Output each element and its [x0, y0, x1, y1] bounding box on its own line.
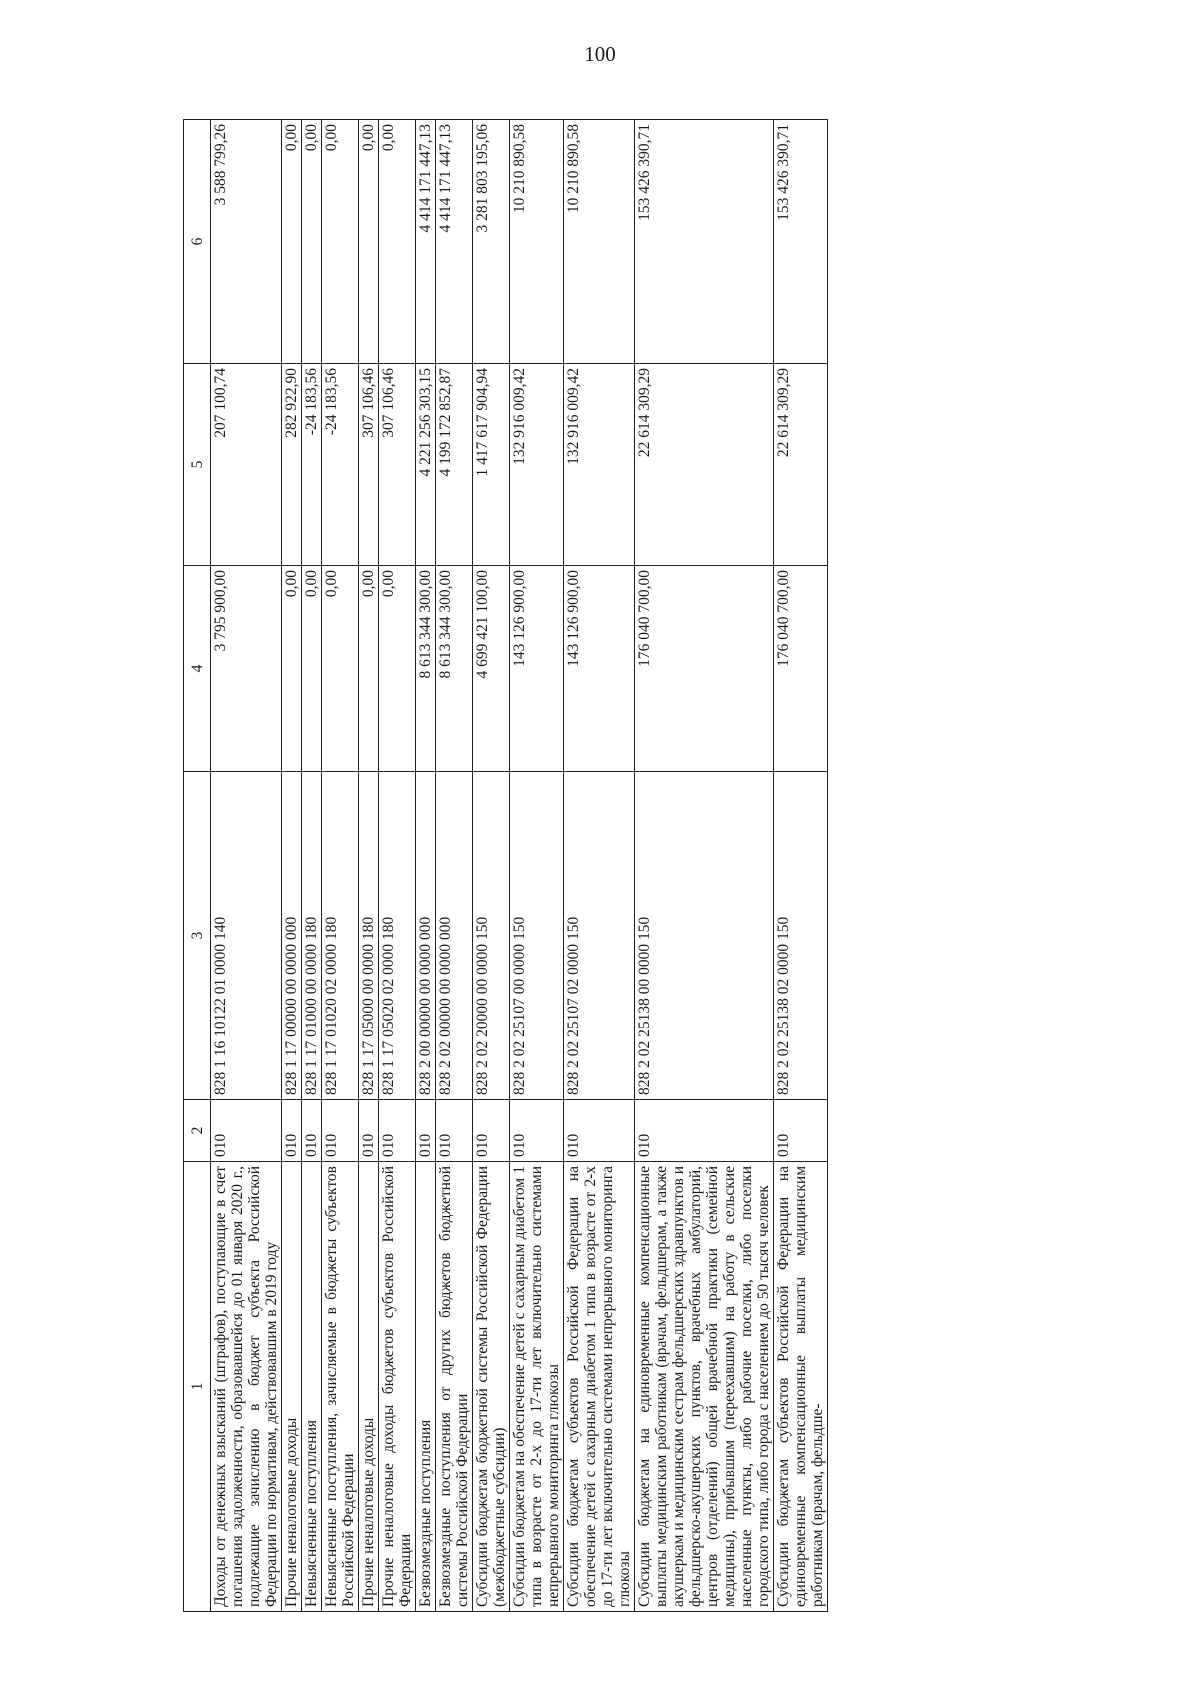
table-row	[564, 120, 635, 1612]
row-line-code-cell: 010	[416, 1100, 436, 1162]
row-unexecuted-cell: 0,00	[322, 120, 359, 364]
row-line-code-cell: 010	[282, 1100, 302, 1162]
row-executed-cell: 307 106,46	[379, 364, 416, 566]
row-name-cell: Субсидии бюджетам на обеспечение детей с сахарным диабетом 1 типа в возрасте от 2-х до 17-ти лет включительно системами непрерывного мониторинга глюкозы	[510, 1162, 564, 1612]
rotated-table-container	[183, 120, 1151, 1612]
table-row	[774, 120, 828, 1612]
row-executed-cell: 132 916 009,42	[564, 364, 635, 566]
row-name-cell: Субсидии бюджетам на единовременные компенсационные выплаты медицинским работникам (врачам, фельдшерам, а также акушеркам и медицинским сестрам фельдшерских здравпунктов и фельдшерско-акушерских пунктов, врачебных амбулаторий, центров (отделений) общей врачебной практики (семейной медицины), прибывшим (переехавшим) на работу в сельские населенные пункты, либо рабочие поселки, либо поселки городского типа, либо города с населением до 50 тысяч человек	[635, 1162, 774, 1612]
row-name-cell: Невыясненные поступления	[302, 1162, 322, 1612]
row-approved-cell: 8 613 344 300,00	[436, 566, 473, 772]
row-approved-cell: 143 126 900,00	[564, 566, 635, 772]
row-executed-cell: 207 100,74	[211, 364, 282, 566]
table-row	[282, 120, 302, 1612]
table-body	[211, 120, 828, 1612]
row-kbk-cell: 828 2 02 00000 00 0000 000	[436, 772, 473, 1100]
header-col-5: 5	[184, 364, 211, 566]
row-line-code-cell: 010	[473, 1100, 510, 1162]
row-approved-cell: 0,00	[359, 566, 379, 772]
row-name-cell: Прочие неналоговые доходы бюджетов субъектов Российской Федерации	[379, 1162, 416, 1612]
row-approved-cell: 0,00	[379, 566, 416, 772]
table-row	[322, 120, 359, 1612]
table-row	[436, 120, 473, 1612]
row-kbk-cell: 828 2 02 25138 00 0000 150	[635, 772, 774, 1100]
row-unexecuted-cell: 0,00	[302, 120, 322, 364]
row-approved-cell: 0,00	[302, 566, 322, 772]
row-unexecuted-cell: 153 426 390,71	[635, 120, 774, 364]
table-row	[416, 120, 436, 1612]
row-unexecuted-cell: 3 588 799,26	[211, 120, 282, 364]
row-executed-cell: 22 614 309,29	[774, 364, 828, 566]
page-number: 100	[584, 42, 616, 66]
row-name-cell: Субсидии бюджетам бюджетной системы Российской Федерации (межбюджетные субсидии)	[473, 1162, 510, 1612]
revenue-table	[183, 119, 828, 1612]
row-kbk-cell: 828 2 02 25107 00 0000 150	[510, 772, 564, 1100]
row-kbk-cell: 828 2 02 25107 02 0000 150	[564, 772, 635, 1100]
row-line-code-cell: 010	[564, 1100, 635, 1162]
row-name-cell: Прочие неналоговые доходы	[359, 1162, 379, 1612]
table-row	[635, 120, 774, 1612]
row-unexecuted-cell: 153 426 390,71	[774, 120, 828, 364]
row-name-cell: Безвозмездные поступления	[416, 1162, 436, 1612]
row-name-cell: Прочие неналоговые доходы	[282, 1162, 302, 1612]
row-line-code-cell: 010	[510, 1100, 564, 1162]
row-executed-cell: 4 199 172 852,87	[436, 364, 473, 566]
header-col-3: 3	[184, 772, 211, 1100]
row-approved-cell: 3 795 900,00	[211, 566, 282, 772]
row-executed-cell: -24 183,56	[302, 364, 322, 566]
table-row	[473, 120, 510, 1612]
row-unexecuted-cell: 0,00	[359, 120, 379, 364]
row-name-cell: Субсидии бюджетам субъектов Российской Федерации на единовременные компенсационные выплаты медицинским работникам (врачам, фельдше-	[774, 1162, 828, 1612]
row-unexecuted-cell: 0,00	[282, 120, 302, 364]
row-executed-cell: 4 221 256 303,15	[416, 364, 436, 566]
row-unexecuted-cell: 10 210 890,58	[564, 120, 635, 364]
row-kbk-cell: 828 1 17 05000 00 0000 180	[359, 772, 379, 1100]
row-name-cell: Невыясненные поступления, зачисляемые в бюджеты субъектов Российской Федерации	[322, 1162, 359, 1612]
row-unexecuted-cell: 4 414 171 447,13	[436, 120, 473, 364]
table-row	[359, 120, 379, 1612]
row-unexecuted-cell: 0,00	[379, 120, 416, 364]
row-line-code-cell: 010	[359, 1100, 379, 1162]
table-row	[211, 120, 282, 1612]
table-row	[510, 120, 564, 1612]
header-col-4: 4	[184, 566, 211, 772]
table-row	[379, 120, 416, 1612]
row-approved-cell: 0,00	[322, 566, 359, 772]
row-executed-cell: 282 922,90	[282, 364, 302, 566]
row-name-cell: Безвозмездные поступления от других бюджетов бюджетной системы Российской Федерации	[436, 1162, 473, 1612]
row-kbk-cell: 828 1 17 05020 02 0000 180	[379, 772, 416, 1100]
row-line-code-cell: 010	[774, 1100, 828, 1162]
row-line-code-cell: 010	[211, 1100, 282, 1162]
row-kbk-cell: 828 1 17 01020 02 0000 180	[322, 772, 359, 1100]
header-col-2: 2	[184, 1100, 211, 1162]
row-name-cell: Субсидии бюджетам субъектов Российской Федерации на обеспечение детей с сахарным диабетом 1 типа в возрасте от 2-х до 17-ти лет включительно системами непрерывного мониторинга глюкозы	[564, 1162, 635, 1612]
row-unexecuted-cell: 3 281 803 195,06	[473, 120, 510, 364]
row-unexecuted-cell: 4 414 171 447,13	[416, 120, 436, 364]
row-kbk-cell: 828 1 17 01000 00 0000 180	[302, 772, 322, 1100]
row-executed-cell: 1 417 617 904,94	[473, 364, 510, 566]
row-line-code-cell: 010	[379, 1100, 416, 1162]
row-line-code-cell: 010	[302, 1100, 322, 1162]
row-line-code-cell: 010	[436, 1100, 473, 1162]
row-approved-cell: 4 699 421 100,00	[473, 566, 510, 772]
row-line-code-cell: 010	[635, 1100, 774, 1162]
row-approved-cell: 176 040 700,00	[774, 566, 828, 772]
row-approved-cell: 143 126 900,00	[510, 566, 564, 772]
row-approved-cell: 0,00	[282, 566, 302, 772]
header-col-1: 1	[184, 1162, 211, 1612]
row-name-cell: Доходы от денежных взысканий (штрафов), поступающие в счет погашения задолженности, образовавшейся до 01 января 2020 г., подлежащие зачислению в бюджет субъекта Российской Федерации по нормативам, действовавшим в 2019 году	[211, 1162, 282, 1612]
row-executed-cell: 22 614 309,29	[635, 364, 774, 566]
row-kbk-cell: 828 2 02 25138 02 0000 150	[774, 772, 828, 1100]
row-kbk-cell: 828 2 00 00000 00 0000 000	[416, 772, 436, 1100]
row-executed-cell: 132 916 009,42	[510, 364, 564, 566]
row-kbk-cell: 828 2 02 20000 00 0000 150	[473, 772, 510, 1100]
row-executed-cell: 307 106,46	[359, 364, 379, 566]
header-row	[184, 120, 211, 1612]
row-line-code-cell: 010	[322, 1100, 359, 1162]
row-approved-cell: 176 040 700,00	[635, 566, 774, 772]
table-row	[302, 120, 322, 1612]
row-approved-cell: 8 613 344 300,00	[416, 566, 436, 772]
row-executed-cell: -24 183,56	[322, 364, 359, 566]
header-col-6: 6	[184, 120, 211, 364]
row-kbk-cell: 828 1 16 10122 01 0000 140	[211, 772, 282, 1100]
row-kbk-cell: 828 1 17 00000 00 0000 000	[282, 772, 302, 1100]
row-unexecuted-cell: 10 210 890,58	[510, 120, 564, 364]
